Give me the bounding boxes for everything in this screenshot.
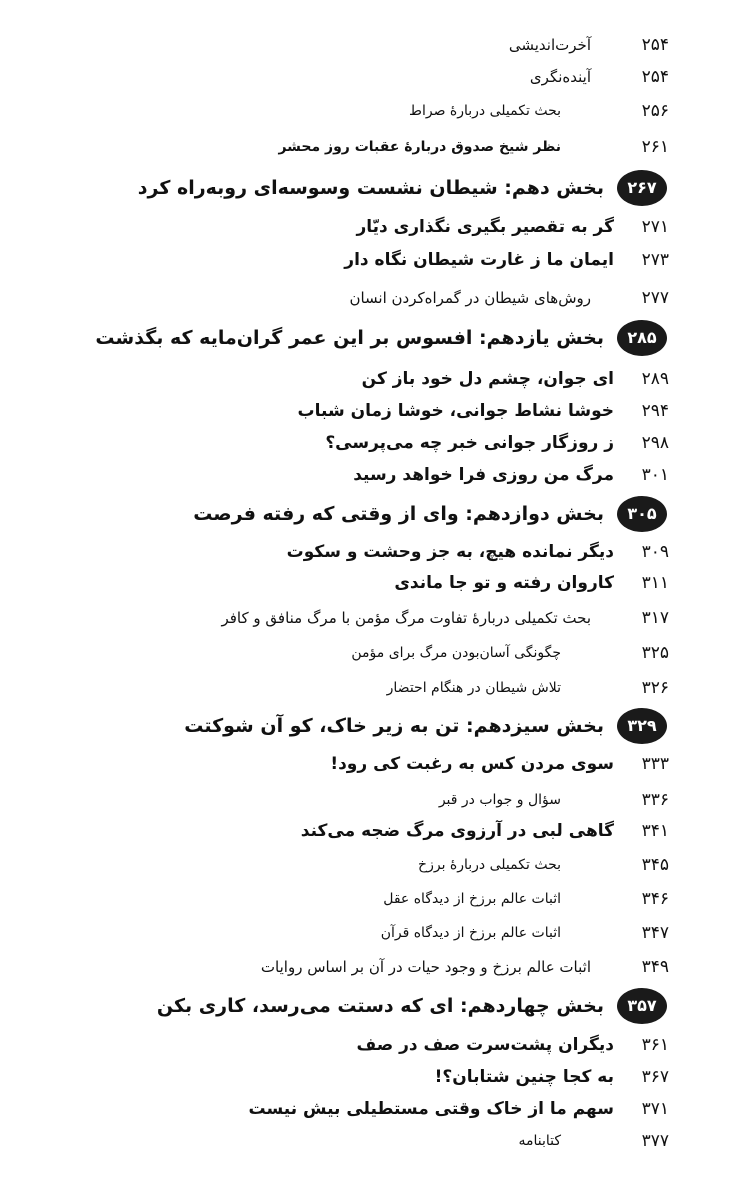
entry-title: کاروان رفته و تو جا ماندی — [394, 573, 614, 593]
page-number: ۳۶۷ — [641, 1067, 669, 1087]
section-heading — [0, 708, 751, 746]
page-number: ۲۸۹ — [641, 369, 669, 389]
entry-title: گاهی لبی در آرزوی مرگ ضجه می‌کند — [300, 821, 614, 841]
page-number: ۳۲۵ — [641, 643, 669, 663]
page-number: ۳۰۱ — [641, 465, 669, 485]
section-title: بخش دهم: شیطان نشست وسوسه‌ای روبه‌راه کرد — [137, 177, 604, 199]
entry-title: ایمان ما ز غارت شیطان نگاه دار — [344, 250, 614, 270]
page-number: ۲۶۱ — [641, 137, 669, 157]
section-heading — [0, 988, 751, 1026]
entry-title: مرگ من روزی فرا خواهد رسید — [353, 465, 614, 485]
section-page-badge: ۲۶۷ — [617, 170, 667, 206]
entry-title: ز روزگار جوانی خبر چه می‌پرسی؟ — [325, 433, 614, 453]
page-number: ۲۵۶ — [641, 101, 669, 121]
entry-title: سهم ما از خاک وقتی مستطیلی بیش نیست — [248, 1099, 614, 1119]
section-title: بخش دوازدهم: وای از وقتی که رفته فرصت — [193, 503, 604, 525]
entry-title: خوشا نشاط جوانی، خوشا زمان شباب — [297, 401, 614, 421]
page-number: ۲۷۳ — [641, 250, 669, 270]
entry-title: چگونگی آسان‌بودن مرگ برای مؤمن — [351, 645, 561, 661]
page-number: ۳۴۷ — [641, 923, 669, 943]
entry-title: اثبات عالم برزخ از دیدگاه قرآن — [380, 925, 561, 941]
entry-title: اثبات عالم برزخ از دیدگاه عقل — [383, 891, 561, 907]
entry-title: بحث تکمیلی دربارهٔ برزخ — [418, 857, 561, 873]
section-title: بخش یازدهم: افسوس بر این عمر گران‌مایه که بگذشت — [95, 327, 604, 349]
page-number: ۳۱۷ — [641, 608, 669, 628]
entry-title: آخرت‌اندیشی — [508, 36, 591, 54]
page-number: ۳۰۹ — [641, 542, 669, 562]
page-number: ۲۹۴ — [641, 401, 669, 421]
entry-title: ای جوان، چشم دل خود باز کن — [361, 369, 614, 389]
page-number: ۲۹۸ — [641, 433, 669, 453]
entry-title: آینده‌نگری — [529, 68, 591, 86]
section-title: بخش چهاردهم: ای که دستت می‌رسد، کاری بکن — [156, 995, 604, 1017]
page-number: ۳۴۵ — [641, 855, 669, 875]
entry-title: نظر شیخ صدوق دربارهٔ عقبات روز محشر — [278, 139, 561, 155]
section-page-badge: ۳۰۵ — [617, 496, 667, 532]
entry-title: دیگر نمانده هیچ، به جز وحشت و سکوت — [286, 542, 614, 562]
entry-title: تلاش شیطان در هنگام احتضار — [386, 680, 561, 696]
section-heading — [0, 496, 751, 534]
entry-title: بحث تکمیلی دربارهٔ صراط — [409, 103, 561, 119]
entry-title: کتابنامه — [518, 1133, 561, 1149]
entry-title: گر به تقصیر بگیری نگذاری دیّار — [356, 217, 614, 237]
page-number: ۳۲۶ — [641, 678, 669, 698]
section-title: بخش سیزدهم: تن به زیر خاک، کو آن شوکتت — [184, 715, 604, 737]
section-heading — [0, 320, 751, 358]
page-number: ۳۷۷ — [641, 1131, 669, 1151]
page-number: ۳۳۶ — [641, 790, 669, 810]
page-number: ۲۷۷ — [641, 288, 669, 308]
page-number: ۳۴۹ — [641, 957, 669, 977]
page-number: ۳۶۱ — [641, 1035, 669, 1055]
entry-title: سوی مردن کس به رغبت کی رود! — [330, 754, 614, 774]
page-number: ۳۴۱ — [641, 821, 669, 841]
page-number: ۳۱۱ — [641, 573, 669, 593]
entry-title: اثبات عالم برزخ و وجود حیات در آن بر اساس روایات — [260, 958, 591, 976]
entry-title: روش‌های شیطان در گمراه‌کردن انسان — [349, 289, 591, 307]
page-number: ۲۷۱ — [641, 217, 669, 237]
section-page-badge: ۳۲۹ — [617, 708, 667, 744]
entry-title: دیگران پشت‌سرت صف در صف — [356, 1035, 614, 1055]
entry-title: به کجا چنین شتابان؟! — [434, 1067, 614, 1087]
entry-title: سؤال و جواب در قبر — [438, 792, 561, 808]
section-heading — [0, 170, 751, 208]
page-number: ۳۳۳ — [641, 754, 669, 774]
section-page-badge: ۲۸۵ — [617, 320, 667, 356]
page-number: ۲۵۴ — [641, 35, 669, 55]
page-number: ۲۵۴ — [641, 67, 669, 87]
page-number: ۳۷۱ — [641, 1099, 669, 1119]
page-number: ۳۴۶ — [641, 889, 669, 909]
section-page-badge: ۳۵۷ — [617, 988, 667, 1024]
entry-title: بحث تکمیلی دربارهٔ تفاوت مرگ مؤمن با مرگ منافق و کافر — [221, 609, 591, 627]
